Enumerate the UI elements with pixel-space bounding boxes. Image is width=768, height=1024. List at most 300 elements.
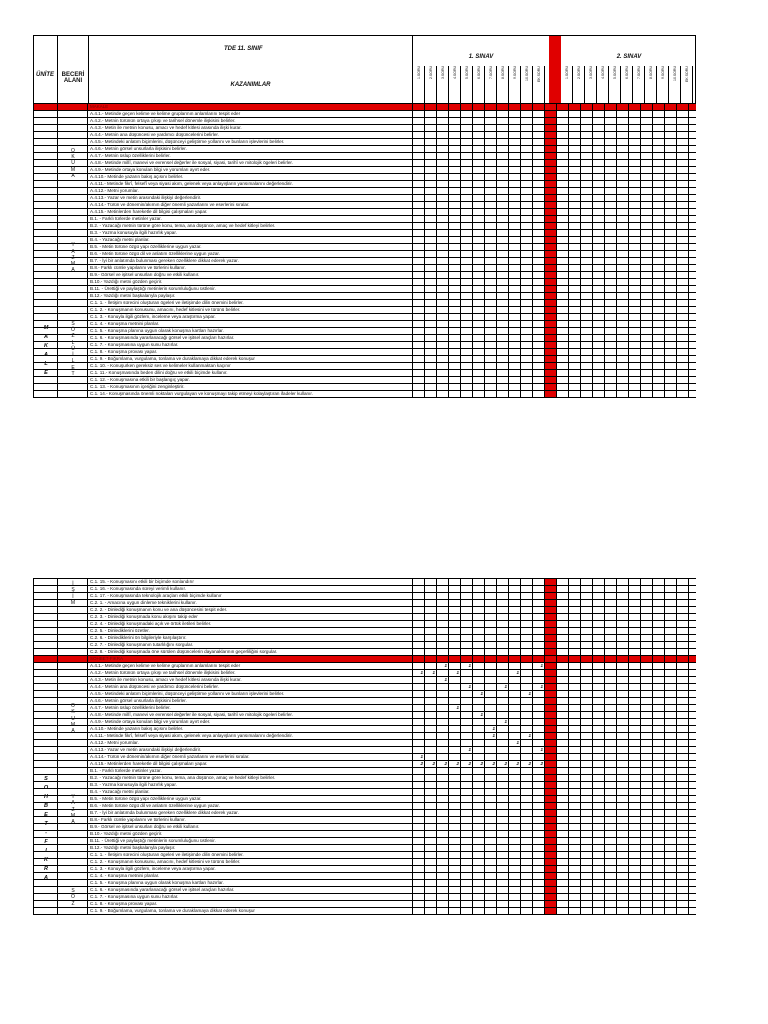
- score-cell[interactable]: [677, 586, 689, 592]
- score-cell[interactable]: [641, 775, 653, 781]
- score-cell[interactable]: [617, 859, 629, 865]
- score-cell[interactable]: [569, 167, 581, 173]
- score-cell[interactable]: [461, 593, 473, 599]
- score-cell[interactable]: [449, 370, 461, 376]
- score-cell[interactable]: [461, 845, 473, 851]
- score-cell[interactable]: [581, 104, 593, 110]
- score-cell[interactable]: [425, 775, 437, 781]
- score-cell[interactable]: [641, 153, 653, 159]
- score-cell[interactable]: [641, 712, 653, 718]
- score-cell[interactable]: [425, 831, 437, 837]
- score-cell[interactable]: [641, 293, 653, 299]
- score-cell[interactable]: [437, 824, 449, 830]
- score-cell[interactable]: [581, 789, 593, 795]
- score-cell[interactable]: [449, 335, 461, 341]
- score-cell[interactable]: [449, 391, 461, 397]
- score-cell[interactable]: [605, 656, 617, 662]
- score-cell[interactable]: [629, 314, 641, 320]
- score-cell[interactable]: [533, 202, 545, 208]
- score-cell[interactable]: [425, 768, 437, 774]
- score-cell[interactable]: [533, 153, 545, 159]
- score-cell[interactable]: 1: [497, 684, 509, 690]
- score-cell[interactable]: [557, 600, 569, 606]
- score-cell[interactable]: [593, 370, 605, 376]
- score-cell[interactable]: [605, 649, 617, 655]
- score-cell[interactable]: [665, 852, 677, 858]
- score-cell[interactable]: [593, 754, 605, 760]
- score-cell[interactable]: [665, 733, 677, 739]
- score-cell[interactable]: [593, 635, 605, 641]
- score-cell[interactable]: [557, 104, 569, 110]
- score-cell[interactable]: [557, 740, 569, 746]
- score-cell[interactable]: [593, 691, 605, 697]
- score-cell[interactable]: [509, 188, 521, 194]
- score-cell[interactable]: [677, 265, 689, 271]
- score-cell[interactable]: [605, 796, 617, 802]
- score-cell[interactable]: [653, 621, 665, 627]
- score-cell[interactable]: [605, 635, 617, 641]
- score-cell[interactable]: [485, 237, 497, 243]
- score-cell[interactable]: [629, 279, 641, 285]
- score-cell[interactable]: [473, 391, 485, 397]
- score-cell[interactable]: [521, 614, 533, 620]
- score-cell[interactable]: [641, 691, 653, 697]
- score-cell[interactable]: [629, 782, 641, 788]
- score-cell[interactable]: [533, 216, 545, 222]
- score-cell[interactable]: [449, 153, 461, 159]
- score-cell[interactable]: [677, 768, 689, 774]
- score-cell[interactable]: [641, 174, 653, 180]
- score-cell[interactable]: [533, 838, 545, 844]
- score-cell[interactable]: [605, 852, 617, 858]
- score-cell[interactable]: [461, 370, 473, 376]
- score-cell[interactable]: 2: [497, 761, 509, 767]
- score-cell[interactable]: [437, 768, 449, 774]
- score-cell[interactable]: [593, 621, 605, 627]
- score-cell[interactable]: [593, 349, 605, 355]
- score-cell[interactable]: [497, 649, 509, 655]
- score-cell[interactable]: [605, 684, 617, 690]
- score-cell[interactable]: [413, 845, 425, 851]
- score-cell[interactable]: [521, 698, 533, 704]
- score-cell[interactable]: [557, 796, 569, 802]
- score-cell[interactable]: [617, 293, 629, 299]
- score-cell[interactable]: [581, 279, 593, 285]
- score-cell[interactable]: [473, 188, 485, 194]
- score-cell[interactable]: [425, 628, 437, 634]
- score-cell[interactable]: [629, 719, 641, 725]
- score-cell[interactable]: [665, 384, 677, 390]
- score-cell[interactable]: [461, 356, 473, 362]
- score-cell[interactable]: [653, 635, 665, 641]
- score-cell[interactable]: [617, 244, 629, 250]
- score-cell[interactable]: [557, 677, 569, 683]
- score-cell[interactable]: [677, 209, 689, 215]
- score-cell[interactable]: [593, 167, 605, 173]
- score-cell[interactable]: [653, 153, 665, 159]
- score-cell[interactable]: [425, 370, 437, 376]
- score-cell[interactable]: [449, 845, 461, 851]
- score-cell[interactable]: [533, 349, 545, 355]
- score-cell[interactable]: [605, 901, 617, 907]
- score-cell[interactable]: [425, 684, 437, 690]
- score-cell[interactable]: [425, 244, 437, 250]
- score-cell[interactable]: [605, 866, 617, 872]
- score-cell[interactable]: [641, 614, 653, 620]
- score-cell[interactable]: [605, 370, 617, 376]
- score-cell[interactable]: [641, 901, 653, 907]
- score-cell[interactable]: [473, 845, 485, 851]
- score-cell[interactable]: [629, 258, 641, 264]
- score-cell[interactable]: [617, 621, 629, 627]
- score-cell[interactable]: [569, 216, 581, 222]
- score-cell[interactable]: [485, 684, 497, 690]
- score-cell[interactable]: [413, 880, 425, 886]
- score-cell[interactable]: [437, 328, 449, 334]
- score-cell[interactable]: [521, 866, 533, 872]
- score-cell[interactable]: [653, 782, 665, 788]
- score-cell[interactable]: [641, 363, 653, 369]
- score-cell[interactable]: [485, 635, 497, 641]
- score-cell[interactable]: [473, 244, 485, 250]
- score-cell[interactable]: [533, 852, 545, 858]
- score-cell[interactable]: [593, 726, 605, 732]
- score-cell[interactable]: [653, 726, 665, 732]
- score-cell[interactable]: [521, 377, 533, 383]
- score-cell[interactable]: [641, 642, 653, 648]
- score-cell[interactable]: [593, 852, 605, 858]
- score-cell[interactable]: [425, 356, 437, 362]
- score-cell[interactable]: [425, 349, 437, 355]
- score-cell[interactable]: [629, 726, 641, 732]
- score-cell[interactable]: [461, 342, 473, 348]
- score-cell[interactable]: [437, 600, 449, 606]
- score-cell[interactable]: [593, 607, 605, 613]
- score-cell[interactable]: [605, 146, 617, 152]
- score-cell[interactable]: [581, 258, 593, 264]
- score-cell[interactable]: [593, 342, 605, 348]
- score-cell[interactable]: [461, 887, 473, 893]
- score-cell[interactable]: [605, 628, 617, 634]
- score-cell[interactable]: [677, 223, 689, 229]
- score-cell[interactable]: [569, 188, 581, 194]
- score-cell[interactable]: [665, 272, 677, 278]
- score-cell[interactable]: [569, 831, 581, 837]
- score-cell[interactable]: [437, 223, 449, 229]
- score-cell[interactable]: [593, 880, 605, 886]
- score-cell[interactable]: [473, 663, 485, 669]
- score-cell[interactable]: [617, 600, 629, 606]
- score-cell[interactable]: [557, 363, 569, 369]
- score-cell[interactable]: [677, 600, 689, 606]
- score-cell[interactable]: [641, 195, 653, 201]
- score-cell[interactable]: [557, 293, 569, 299]
- score-cell[interactable]: [617, 188, 629, 194]
- score-cell[interactable]: [509, 111, 521, 117]
- score-cell[interactable]: [473, 342, 485, 348]
- score-cell[interactable]: [629, 370, 641, 376]
- score-cell[interactable]: [449, 831, 461, 837]
- score-cell[interactable]: [413, 838, 425, 844]
- score-cell[interactable]: [425, 293, 437, 299]
- score-cell[interactable]: [593, 789, 605, 795]
- score-cell[interactable]: [449, 803, 461, 809]
- score-cell[interactable]: [485, 111, 497, 117]
- score-cell[interactable]: [413, 908, 425, 914]
- score-cell[interactable]: [593, 160, 605, 166]
- score-cell[interactable]: [581, 705, 593, 711]
- score-cell[interactable]: [605, 761, 617, 767]
- score-cell[interactable]: [581, 272, 593, 278]
- score-cell[interactable]: [581, 775, 593, 781]
- score-cell[interactable]: [473, 230, 485, 236]
- score-cell[interactable]: [557, 691, 569, 697]
- score-cell[interactable]: [461, 188, 473, 194]
- score-cell[interactable]: [473, 796, 485, 802]
- score-cell[interactable]: [449, 125, 461, 131]
- score-cell[interactable]: [461, 244, 473, 250]
- score-cell[interactable]: [497, 754, 509, 760]
- score-cell[interactable]: [449, 852, 461, 858]
- score-cell[interactable]: [653, 810, 665, 816]
- score-cell[interactable]: [533, 642, 545, 648]
- score-cell[interactable]: [629, 265, 641, 271]
- score-cell[interactable]: [473, 789, 485, 795]
- score-cell[interactable]: [653, 628, 665, 634]
- score-cell[interactable]: [485, 621, 497, 627]
- score-cell[interactable]: [413, 810, 425, 816]
- score-cell[interactable]: 2: [485, 761, 497, 767]
- score-cell[interactable]: [665, 335, 677, 341]
- score-cell[interactable]: [581, 677, 593, 683]
- score-cell[interactable]: [569, 775, 581, 781]
- score-cell[interactable]: [485, 789, 497, 795]
- score-cell[interactable]: [593, 391, 605, 397]
- score-cell[interactable]: [473, 216, 485, 222]
- score-cell[interactable]: [617, 202, 629, 208]
- score-cell[interactable]: [533, 908, 545, 914]
- score-cell[interactable]: [425, 852, 437, 858]
- score-cell[interactable]: [557, 146, 569, 152]
- score-cell[interactable]: [533, 279, 545, 285]
- score-cell[interactable]: [437, 174, 449, 180]
- score-cell[interactable]: [413, 593, 425, 599]
- score-cell[interactable]: [485, 628, 497, 634]
- score-cell[interactable]: [533, 866, 545, 872]
- score-cell[interactable]: [485, 356, 497, 362]
- score-cell[interactable]: [509, 370, 521, 376]
- score-cell[interactable]: [653, 754, 665, 760]
- score-cell[interactable]: [425, 894, 437, 900]
- score-cell[interactable]: [605, 272, 617, 278]
- score-cell[interactable]: [677, 195, 689, 201]
- score-cell[interactable]: [581, 810, 593, 816]
- score-cell[interactable]: [653, 104, 665, 110]
- score-cell[interactable]: [497, 391, 509, 397]
- score-cell[interactable]: [677, 237, 689, 243]
- score-cell[interactable]: [497, 265, 509, 271]
- score-cell[interactable]: [521, 663, 533, 669]
- score-cell[interactable]: [605, 195, 617, 201]
- score-cell[interactable]: [605, 873, 617, 879]
- score-cell[interactable]: [497, 363, 509, 369]
- score-cell[interactable]: [449, 754, 461, 760]
- score-cell[interactable]: [629, 111, 641, 117]
- score-cell[interactable]: [629, 216, 641, 222]
- score-cell[interactable]: [569, 328, 581, 334]
- score-cell[interactable]: [413, 796, 425, 802]
- score-cell[interactable]: [425, 901, 437, 907]
- score-cell[interactable]: [497, 817, 509, 823]
- score-cell[interactable]: [617, 838, 629, 844]
- score-cell[interactable]: [617, 607, 629, 613]
- score-cell[interactable]: [521, 880, 533, 886]
- score-cell[interactable]: [629, 356, 641, 362]
- score-cell[interactable]: [641, 391, 653, 397]
- score-cell[interactable]: [521, 684, 533, 690]
- score-cell[interactable]: [497, 300, 509, 306]
- score-cell[interactable]: [605, 733, 617, 739]
- score-cell[interactable]: [677, 286, 689, 292]
- score-cell[interactable]: [449, 160, 461, 166]
- score-cell[interactable]: [413, 132, 425, 138]
- score-cell[interactable]: [461, 607, 473, 613]
- score-cell[interactable]: [437, 621, 449, 627]
- score-cell[interactable]: [461, 775, 473, 781]
- score-cell[interactable]: [665, 174, 677, 180]
- score-cell[interactable]: [617, 852, 629, 858]
- score-cell[interactable]: [521, 370, 533, 376]
- score-cell[interactable]: [425, 153, 437, 159]
- score-cell[interactable]: [449, 880, 461, 886]
- score-cell[interactable]: [569, 649, 581, 655]
- score-cell[interactable]: [569, 370, 581, 376]
- score-cell[interactable]: [557, 251, 569, 257]
- score-cell[interactable]: [677, 873, 689, 879]
- score-cell[interactable]: [461, 167, 473, 173]
- score-cell[interactable]: [485, 817, 497, 823]
- score-cell[interactable]: [461, 251, 473, 257]
- score-cell[interactable]: [581, 118, 593, 124]
- score-cell[interactable]: [521, 719, 533, 725]
- score-cell[interactable]: [473, 838, 485, 844]
- score-cell[interactable]: [533, 824, 545, 830]
- score-cell[interactable]: [665, 321, 677, 327]
- score-cell[interactable]: [437, 349, 449, 355]
- score-cell[interactable]: [605, 817, 617, 823]
- score-cell[interactable]: [641, 761, 653, 767]
- score-cell[interactable]: [557, 838, 569, 844]
- score-cell[interactable]: [665, 775, 677, 781]
- score-cell[interactable]: 1: [485, 733, 497, 739]
- score-cell[interactable]: [485, 586, 497, 592]
- score-cell[interactable]: [425, 265, 437, 271]
- score-cell[interactable]: [629, 230, 641, 236]
- score-cell[interactable]: [677, 307, 689, 313]
- score-cell[interactable]: [617, 873, 629, 879]
- score-cell[interactable]: [413, 279, 425, 285]
- score-cell[interactable]: [629, 132, 641, 138]
- score-cell[interactable]: [581, 740, 593, 746]
- score-cell[interactable]: [485, 873, 497, 879]
- score-cell[interactable]: [521, 600, 533, 606]
- score-cell[interactable]: [437, 887, 449, 893]
- score-cell[interactable]: [569, 223, 581, 229]
- score-cell[interactable]: [629, 342, 641, 348]
- score-cell[interactable]: [641, 817, 653, 823]
- score-cell[interactable]: [461, 642, 473, 648]
- score-cell[interactable]: [473, 852, 485, 858]
- score-cell[interactable]: [593, 237, 605, 243]
- score-cell[interactable]: [677, 733, 689, 739]
- score-cell[interactable]: [533, 754, 545, 760]
- score-cell[interactable]: [677, 363, 689, 369]
- score-cell[interactable]: [437, 265, 449, 271]
- score-cell[interactable]: [461, 230, 473, 236]
- score-cell[interactable]: [509, 719, 521, 725]
- score-cell[interactable]: [449, 258, 461, 264]
- score-cell[interactable]: [641, 209, 653, 215]
- score-cell[interactable]: [461, 321, 473, 327]
- score-cell[interactable]: [557, 139, 569, 145]
- score-cell[interactable]: [641, 118, 653, 124]
- score-cell[interactable]: [449, 838, 461, 844]
- score-cell[interactable]: [581, 852, 593, 858]
- score-cell[interactable]: [569, 293, 581, 299]
- score-cell[interactable]: [461, 153, 473, 159]
- score-cell[interactable]: 2: [473, 761, 485, 767]
- score-cell[interactable]: [557, 789, 569, 795]
- score-cell[interactable]: [557, 782, 569, 788]
- score-cell[interactable]: [437, 251, 449, 257]
- score-cell[interactable]: [485, 670, 497, 676]
- score-cell[interactable]: [461, 852, 473, 858]
- score-cell[interactable]: [581, 726, 593, 732]
- score-cell[interactable]: [653, 230, 665, 236]
- score-cell[interactable]: [461, 195, 473, 201]
- score-cell[interactable]: [641, 656, 653, 662]
- score-cell[interactable]: 1: [509, 670, 521, 676]
- score-cell[interactable]: [665, 349, 677, 355]
- score-cell[interactable]: 2: [521, 761, 533, 767]
- score-cell[interactable]: [413, 684, 425, 690]
- score-cell[interactable]: [641, 216, 653, 222]
- score-cell[interactable]: [677, 230, 689, 236]
- score-cell[interactable]: [629, 803, 641, 809]
- score-cell[interactable]: [413, 649, 425, 655]
- score-cell[interactable]: [665, 600, 677, 606]
- score-cell[interactable]: [581, 733, 593, 739]
- score-cell[interactable]: [521, 307, 533, 313]
- score-cell[interactable]: [497, 293, 509, 299]
- score-cell[interactable]: [617, 167, 629, 173]
- score-cell[interactable]: [665, 314, 677, 320]
- score-cell[interactable]: 1: [461, 747, 473, 753]
- score-cell[interactable]: [449, 209, 461, 215]
- score-cell[interactable]: [557, 670, 569, 676]
- score-cell[interactable]: [557, 866, 569, 872]
- score-cell[interactable]: [461, 789, 473, 795]
- score-cell[interactable]: [509, 873, 521, 879]
- score-cell[interactable]: [485, 698, 497, 704]
- score-cell[interactable]: [413, 258, 425, 264]
- score-cell[interactable]: [533, 635, 545, 641]
- score-cell[interactable]: [425, 300, 437, 306]
- score-cell[interactable]: [653, 831, 665, 837]
- score-cell[interactable]: [641, 132, 653, 138]
- score-cell[interactable]: [461, 125, 473, 131]
- score-cell[interactable]: [509, 628, 521, 634]
